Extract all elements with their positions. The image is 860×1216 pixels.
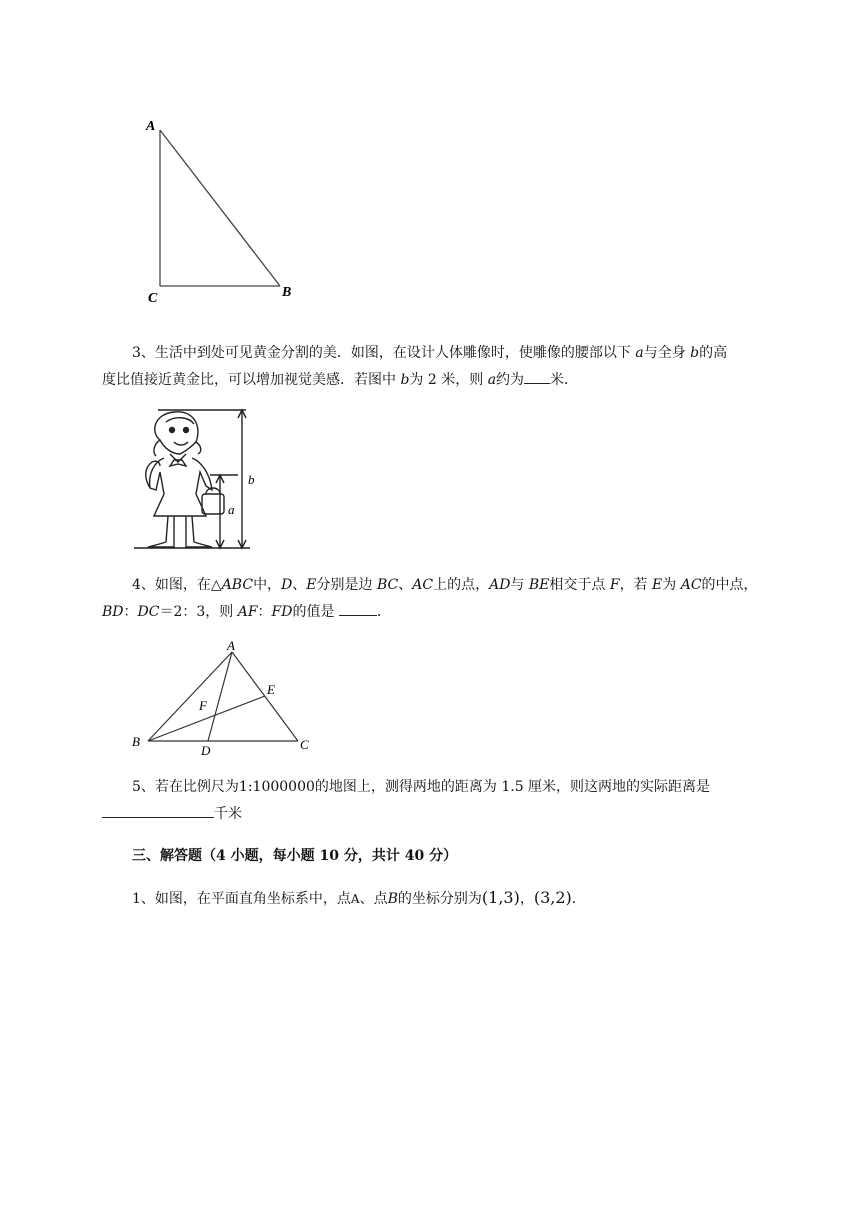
vertex-label-a: A — [227, 638, 235, 653]
q3-text: 米． — [550, 372, 579, 388]
point-b-label: B — [387, 891, 398, 907]
q4-text: 4、如图，在△ — [132, 577, 222, 593]
section-3-heading: 三、解答题（4 小题，每小题 10 分，共计 40 分） — [132, 848, 458, 864]
q4-var: BE — [528, 577, 550, 593]
q4-text: 、 — [292, 577, 307, 593]
vertex-label-c: C — [300, 737, 309, 752]
vertex-label-a: A — [146, 119, 156, 134]
vertex-label-d: D — [201, 743, 211, 758]
var-b: b — [400, 372, 410, 388]
q4-text: 相交于点 — [549, 577, 610, 593]
question-3-line-1 — [132, 342, 727, 364]
q4-var: ABC — [221, 577, 254, 593]
answer-blank — [102, 803, 214, 818]
s1-text: 的坐标分别为 — [397, 891, 482, 907]
q3-text: 3、生活中到处可见黄金分割的美．如图，在设计人体雕像时，使雕像的腰部以下 — [132, 345, 636, 361]
q4-var: E — [652, 577, 663, 593]
q4-text: ，若 — [619, 577, 653, 593]
answer-blank — [339, 601, 377, 616]
coord-b: (3,2) — [533, 888, 572, 907]
label-b: b — [248, 472, 255, 487]
q4-var: AC — [412, 577, 434, 593]
q3-text: 度比值接近黄金比，可以增加视觉美感．若图中 — [102, 372, 401, 388]
var-a: a — [635, 345, 644, 361]
q4-text: 上的点， — [433, 577, 490, 593]
q4-text: ： — [257, 604, 272, 620]
q4-var: E — [306, 577, 317, 593]
right-triangle-figure — [140, 112, 310, 312]
q3-text: 与全身 — [643, 345, 691, 361]
q4-var: DC — [137, 604, 160, 620]
answer-blank — [524, 369, 550, 384]
vertex-label-c: C — [148, 291, 158, 306]
question-4-line-1 — [132, 574, 758, 596]
q3-text: 约为 — [496, 372, 525, 388]
q4-text: 中， — [253, 577, 282, 593]
triangle-abc-figure — [128, 638, 328, 758]
var-a: a — [487, 372, 497, 388]
vertex-label-b: B — [132, 734, 140, 749]
s1-text: ， — [519, 891, 534, 907]
q4-text: 的值是 — [292, 604, 339, 620]
question-3-line-2 — [102, 369, 578, 391]
q5-suffix: 千米 — [214, 806, 242, 822]
q4-var: FD — [271, 604, 293, 620]
coord-a: (1,3) — [481, 888, 520, 907]
q4-var: F — [609, 577, 620, 593]
q4-var: BC — [376, 577, 399, 593]
question-5-line-1: 5、若在比例尺为1:1000000的地图上，测得两地的距离为 1.5 厘米，则这两地的实际距离是 — [132, 779, 711, 795]
label-a: a — [228, 502, 235, 517]
s1-text: 1、如图，在平面直角坐标系中，点 — [132, 891, 351, 907]
question-4-line-2: BD：DC＝2：3，则 AF：FD的值是 ． — [102, 601, 391, 623]
point-a-label: A — [350, 892, 360, 906]
q4-var: AF — [237, 604, 258, 620]
statue-figure — [130, 404, 270, 554]
q4-text: 分别是边 — [316, 577, 377, 593]
side-ab — [160, 130, 280, 286]
q3-text: 为 2 米，则 — [409, 372, 488, 388]
q4-text: 的中点， — [701, 577, 758, 593]
q4-text: ＝2：3，则 — [159, 604, 238, 620]
vertex-label-f: F — [199, 698, 207, 713]
vertex-label-b: B — [282, 285, 292, 300]
q3-text: 的高 — [699, 345, 728, 361]
s1-text: ． — [571, 891, 586, 907]
question-5-line-2 — [102, 803, 242, 825]
q4-var: BD — [102, 604, 124, 620]
q4-text: 与 — [510, 577, 529, 593]
q4-text: 、 — [398, 577, 413, 593]
q4-text: 为 — [662, 577, 681, 593]
s1-text: 、点 — [359, 891, 388, 907]
var-b: b — [690, 345, 700, 361]
vertex-label-e: E — [267, 682, 275, 697]
q4-var: AD — [489, 577, 511, 593]
q4-text: ： — [123, 604, 138, 620]
q4-var: AC — [680, 577, 702, 593]
q4-var: D — [281, 577, 293, 593]
solution-question-1 — [132, 887, 586, 910]
